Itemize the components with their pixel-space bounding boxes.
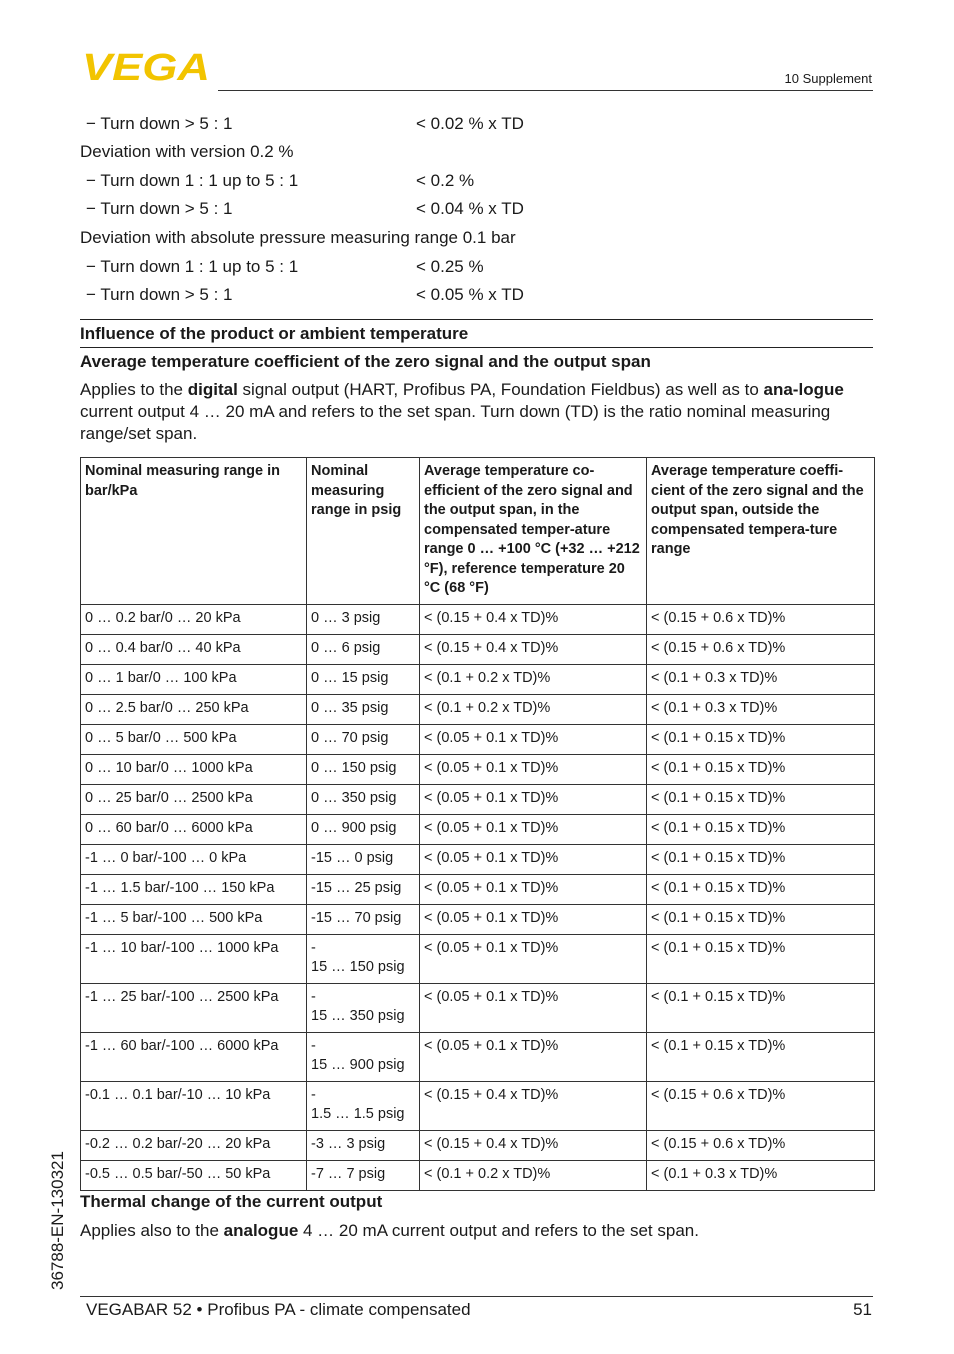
table-body [81, 604, 875, 1190]
temperature-coefficient-table [80, 457, 875, 1191]
table-cell: < (0.05 + 0.1 x TD)% [420, 724, 647, 754]
table-cell: -15 … 70 psig [307, 904, 420, 934]
table-cell: 0 … 70 psig [307, 724, 420, 754]
table-cell: -1 … 5 bar/-100 … 500 kPa [81, 904, 307, 934]
table-cell: < (0.15 + 0.6 x TD)% [647, 634, 875, 664]
table-cell: < (0.05 + 0.1 x TD)% [420, 1032, 647, 1081]
spec-heading: Deviation with absolute pressure measuring range 0.1 bar [80, 228, 516, 247]
spec-label: − Turn down > 5 : 1 [86, 114, 233, 133]
table-row [81, 604, 875, 634]
table-row [81, 694, 875, 724]
table-cell: < (0.1 + 0.2 x TD)% [420, 1160, 647, 1190]
table-row [81, 1160, 875, 1190]
table-cell: 0 … 25 bar/0 … 2500 kPa [81, 784, 307, 814]
table-cell: < (0.05 + 0.1 x TD)% [420, 874, 647, 904]
spec-label: − Turn down > 5 : 1 [86, 285, 233, 304]
spec-label: − Turn down 1 : 1 up to 5 : 1 [86, 257, 299, 276]
table-cell: 0 … 0.4 bar/0 … 40 kPa [81, 634, 307, 664]
table-cell: < (0.05 + 0.1 x TD)% [420, 934, 647, 983]
table-cell: - 15 … 150 psig [307, 934, 420, 983]
table-row [81, 724, 875, 754]
table-cell: < (0.15 + 0.6 x TD)% [647, 1130, 875, 1160]
table-cell: 0 … 6 psig [307, 634, 420, 664]
section-label: 10 Supplement [784, 71, 872, 86]
table-row [81, 754, 875, 784]
table-cell: 0 … 5 bar/0 … 500 kPa [81, 724, 307, 754]
page-number: 51 [853, 1300, 872, 1319]
header-divider [218, 90, 873, 91]
table-header: Average temperature co-efficient of the zero signal and the output span, in the compensated temper-ature range 0 … +100 °C (+32 … +212 °F), reference temperature 20 °C (68 °F) [420, 458, 647, 605]
table-cell: -1 … 10 bar/-100 … 1000 kPa [81, 934, 307, 983]
table-row [81, 1130, 875, 1160]
table-cell: -1 … 1.5 bar/-100 … 150 kPa [81, 874, 307, 904]
table-cell: 0 … 2.5 bar/0 … 250 kPa [81, 694, 307, 724]
table-cell: < (0.1 + 0.3 x TD)% [647, 1160, 875, 1190]
vega-logo [82, 52, 212, 82]
table-cell: < (0.05 + 0.1 x TD)% [420, 814, 647, 844]
table-row [81, 934, 875, 983]
spec-value: < 0.02 % x TD [416, 114, 524, 133]
spec-value: < 0.2 % [416, 171, 475, 190]
table-cell: -0.2 … 0.2 bar/-20 … 20 kPa [81, 1130, 307, 1160]
table-cell: 0 … 60 bar/0 … 6000 kPa [81, 814, 307, 844]
table-cell: -1 … 60 bar/-100 … 6000 kPa [81, 1032, 307, 1081]
table-cell: < (0.15 + 0.4 x TD)% [420, 634, 647, 664]
table-cell: < (0.1 + 0.15 x TD)% [647, 844, 875, 874]
table-header: Nominal measuring range in bar/kPa [81, 458, 307, 605]
table-row [81, 634, 875, 664]
spec-label: − Turn down > 5 : 1 [86, 199, 233, 218]
table-cell: - 15 … 350 psig [307, 983, 420, 1032]
table-cell: -3 … 3 psig [307, 1130, 420, 1160]
table-cell: -1 … 25 bar/-100 … 2500 kPa [81, 983, 307, 1032]
table-cell: -0.1 … 0.1 bar/-10 … 10 kPa [81, 1081, 307, 1130]
table-row [81, 983, 875, 1032]
table-cell: < (0.15 + 0.6 x TD)% [647, 1081, 875, 1130]
table-cell: -15 … 0 psig [307, 844, 420, 874]
thermal-paragraph: Applies also to the analogue 4 … 20 mA current output and refers to the set span. [80, 1221, 699, 1240]
table-cell: < (0.15 + 0.4 x TD)% [420, 604, 647, 634]
table-cell: - 1.5 … 1.5 psig [307, 1081, 420, 1130]
table-cell: 0 … 350 psig [307, 784, 420, 814]
table-header: Nominal measuring range in psig [307, 458, 420, 605]
table-cell: < (0.1 + 0.2 x TD)% [420, 664, 647, 694]
table-cell: < (0.05 + 0.1 x TD)% [420, 784, 647, 814]
intro-paragraph: Applies to the digital signal output (HART, Profibus PA, Foundation Fieldbus) as well as to ana-logue current output 4 … 20 mA and refers to the set span. Turn down (TD) is the ratio nominal measuring range/set span. [80, 380, 844, 443]
table-cell: < (0.1 + 0.15 x TD)% [647, 814, 875, 844]
table-row [81, 664, 875, 694]
section-divider [80, 319, 873, 320]
section-divider [80, 347, 873, 348]
table-cell: < (0.1 + 0.15 x TD)% [647, 904, 875, 934]
table-cell: < (0.1 + 0.2 x TD)% [420, 694, 647, 724]
footer-divider [80, 1296, 873, 1297]
table-row [81, 814, 875, 844]
table-cell: < (0.1 + 0.15 x TD)% [647, 983, 875, 1032]
table-cell: < (0.1 + 0.15 x TD)% [647, 784, 875, 814]
table-cell: < (0.05 + 0.1 x TD)% [420, 844, 647, 874]
table-cell: < (0.1 + 0.15 x TD)% [647, 934, 875, 983]
table-cell: -0.5 … 0.5 bar/-50 … 50 kPa [81, 1160, 307, 1190]
table-cell: < (0.15 + 0.6 x TD)% [647, 604, 875, 634]
table-row [81, 874, 875, 904]
table-row [81, 844, 875, 874]
footer-title: VEGABAR 52 • Profibus PA - climate compensated [86, 1300, 471, 1319]
thermal-title: Thermal change of the current output [80, 1192, 383, 1211]
table-cell: 0 … 35 psig [307, 694, 420, 724]
table-row [81, 1032, 875, 1081]
table-cell: < (0.05 + 0.1 x TD)% [420, 754, 647, 784]
table-header-row [81, 458, 875, 605]
spec-heading: Deviation with version 0.2 % [80, 142, 294, 161]
table-cell: < (0.1 + 0.15 x TD)% [647, 724, 875, 754]
subsection-title: Average temperature coefficient of the zero signal and the output span [80, 352, 651, 371]
table-row [81, 1081, 875, 1130]
table-cell: < (0.05 + 0.1 x TD)% [420, 983, 647, 1032]
table-cell: -7 … 7 psig [307, 1160, 420, 1190]
document-id: 36788-EN-130321 [48, 1151, 67, 1290]
table-cell: - 15 … 900 psig [307, 1032, 420, 1081]
table-cell: -15 … 25 psig [307, 874, 420, 904]
table-cell: < (0.1 + 0.15 x TD)% [647, 1032, 875, 1081]
svg-text:VEGA: VEGA [82, 52, 210, 82]
table-cell: -1 … 0 bar/-100 … 0 kPa [81, 844, 307, 874]
table-cell: 0 … 150 psig [307, 754, 420, 784]
table-cell: < (0.15 + 0.4 x TD)% [420, 1130, 647, 1160]
table-cell: < (0.1 + 0.15 x TD)% [647, 754, 875, 784]
table-cell: < (0.05 + 0.1 x TD)% [420, 904, 647, 934]
table-cell: < (0.1 + 0.3 x TD)% [647, 664, 875, 694]
spec-value: < 0.05 % x TD [416, 285, 524, 304]
spec-label: − Turn down 1 : 1 up to 5 : 1 [86, 171, 299, 190]
table-cell: < (0.1 + 0.15 x TD)% [647, 874, 875, 904]
table-cell: 0 … 3 psig [307, 604, 420, 634]
table-cell: 0 … 0.2 bar/0 … 20 kPa [81, 604, 307, 634]
table-cell: < (0.15 + 0.4 x TD)% [420, 1081, 647, 1130]
section-title: Influence of the product or ambient temperature [80, 324, 469, 343]
spec-value: < 0.04 % x TD [416, 199, 524, 218]
table-cell: 0 … 10 bar/0 … 1000 kPa [81, 754, 307, 784]
table-header: Average temperature coeffi-cient of the zero signal and the output span, outside the compensated tempera-ture range [647, 458, 875, 605]
table-cell: 0 … 15 psig [307, 664, 420, 694]
table-cell: < (0.1 + 0.3 x TD)% [647, 694, 875, 724]
table-cell: 0 … 900 psig [307, 814, 420, 844]
spec-value: < 0.25 % [416, 257, 484, 276]
table-row [81, 904, 875, 934]
table-row [81, 784, 875, 814]
table-cell: 0 … 1 bar/0 … 100 kPa [81, 664, 307, 694]
